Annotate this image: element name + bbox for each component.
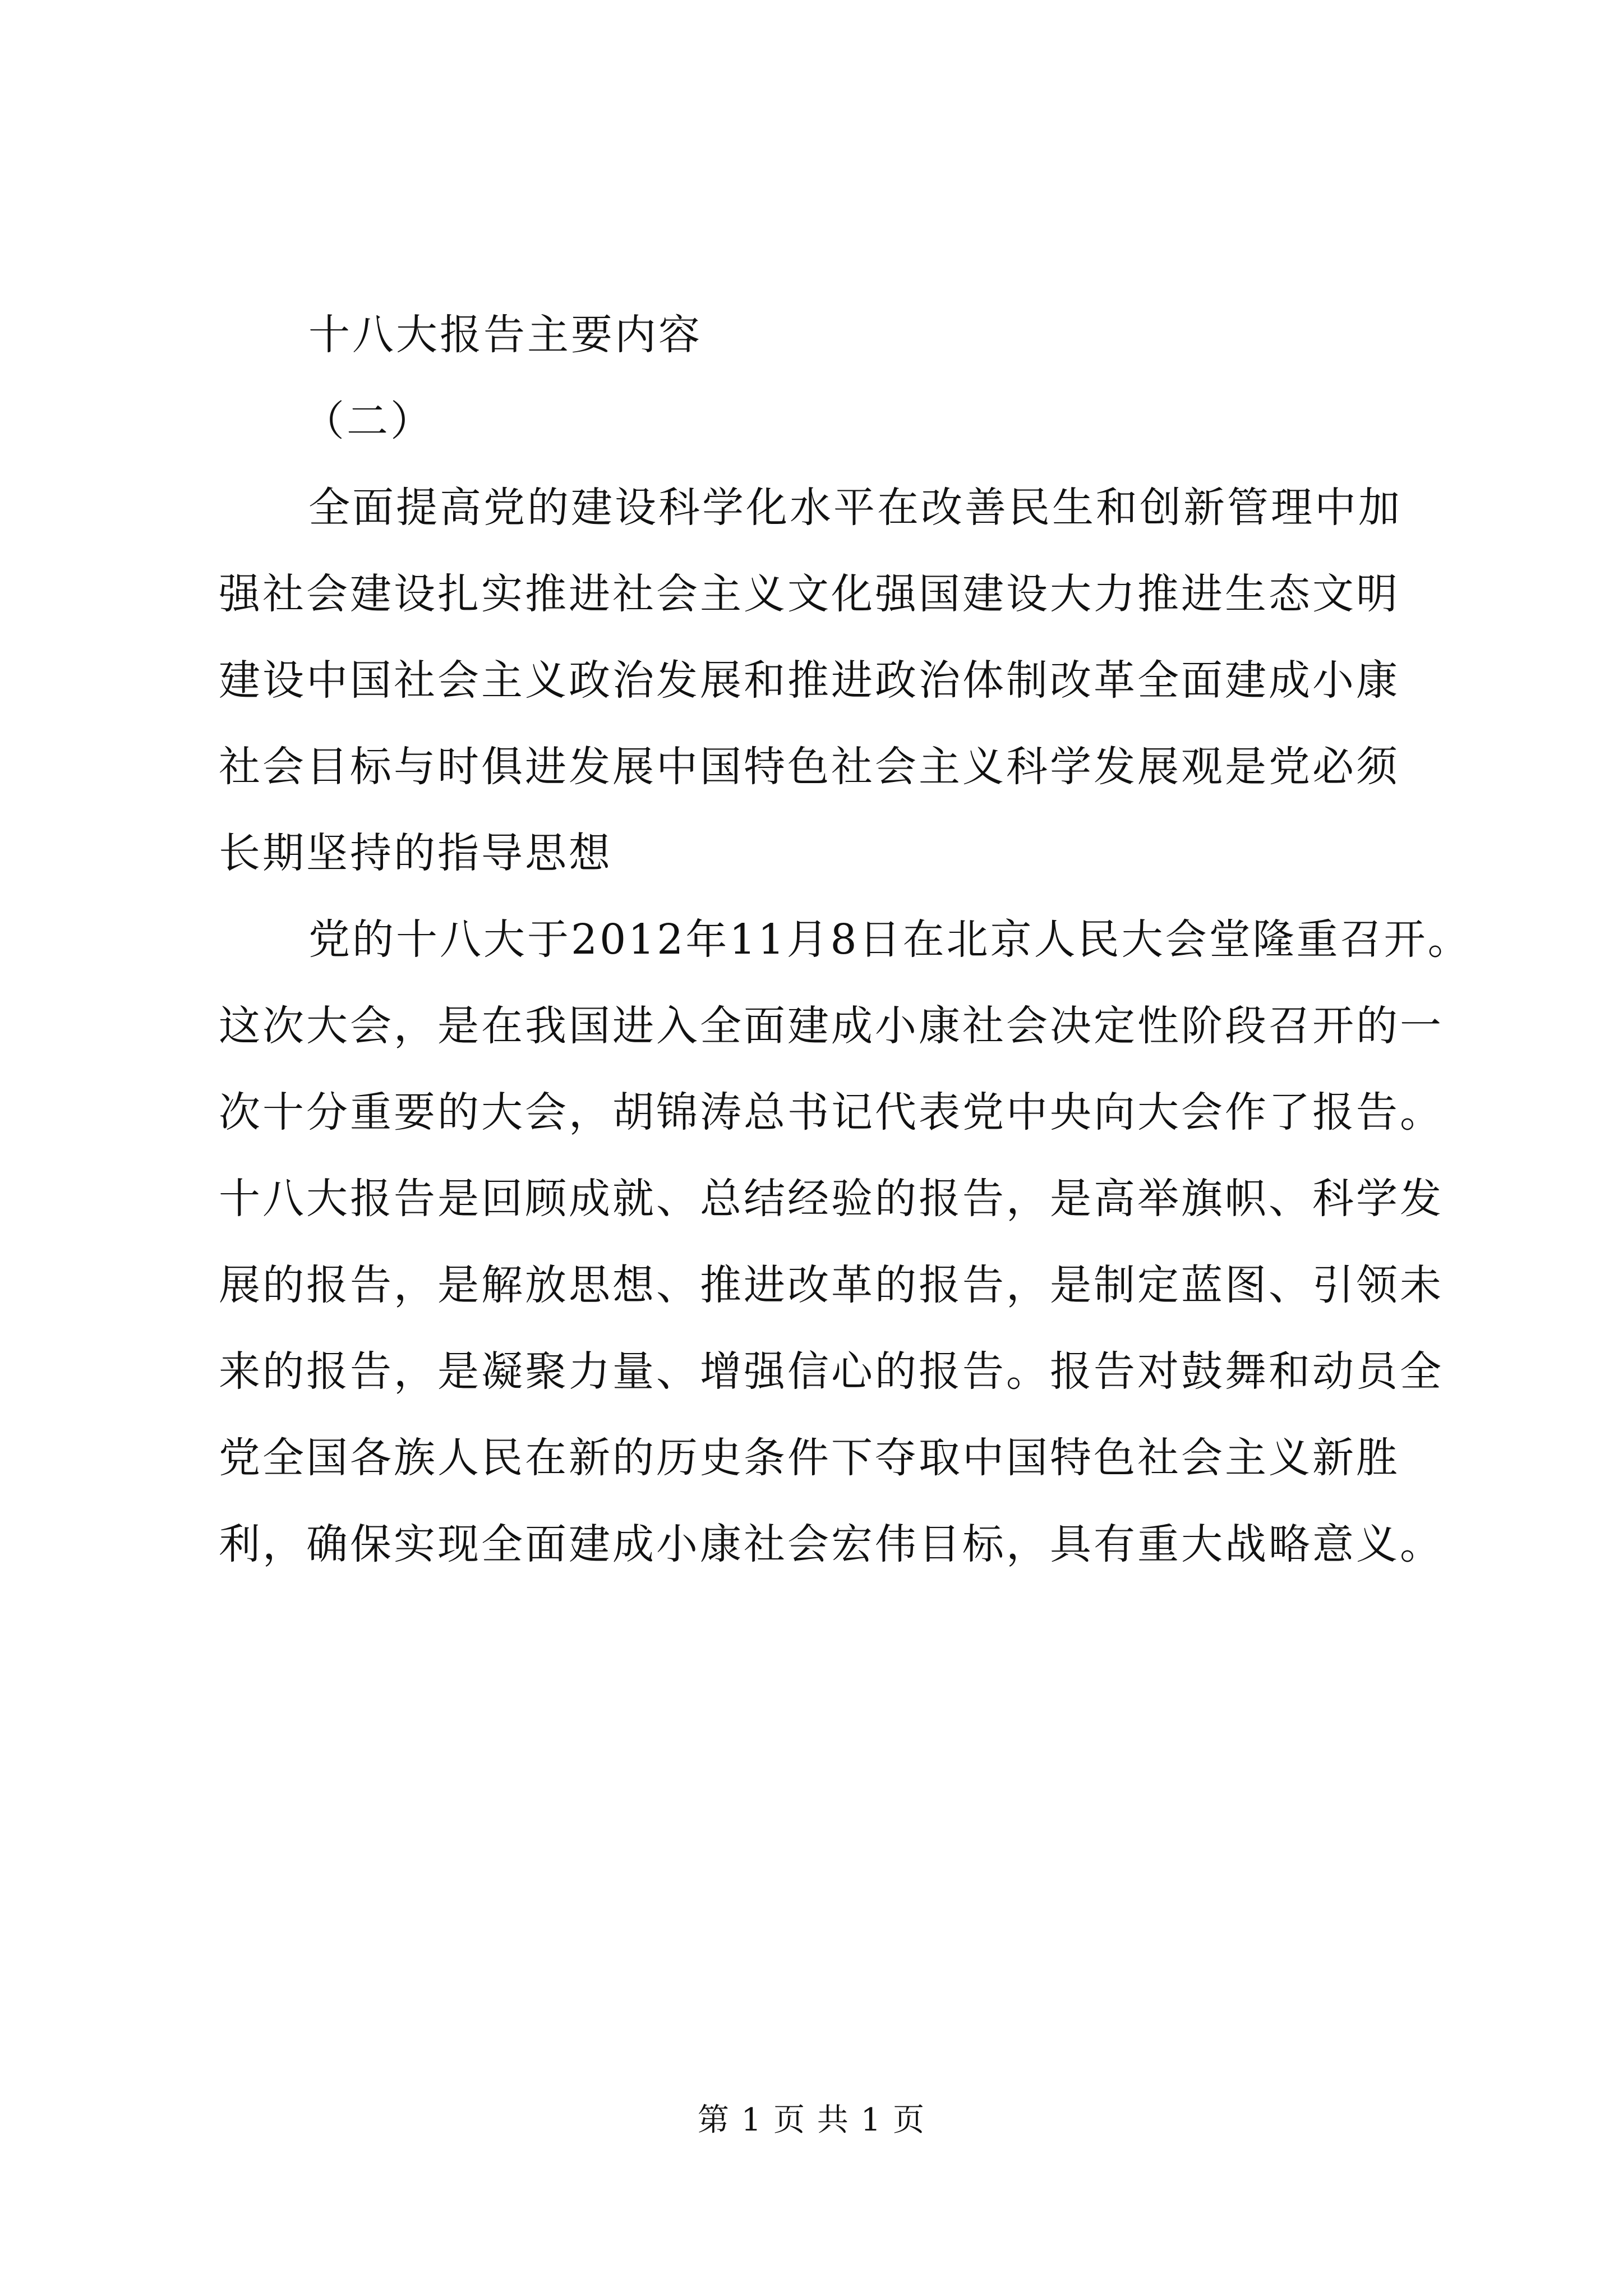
paragraph-line: 党的十八大于2012年11月8日在北京人民大会堂隆重召开。 xyxy=(308,915,1472,964)
paragraph-1 xyxy=(219,464,1424,896)
paragraph-line: 社会目标与时俱进发展中国特色社会主义科学发展观是党必须 xyxy=(219,743,1400,791)
document-subtitle: （二） xyxy=(303,397,434,445)
paragraph-line: 十八大报告是回顾成就、总结经验的报告，是高举旗帜、科学发 xyxy=(219,1175,1444,1223)
paragraph-line: 次十分重要的大会，胡锦涛总书记代表党中央向大会作了报告。 xyxy=(219,1088,1444,1137)
paragraph-line: 全面提高党的建设科学化水平在改善民生和创新管理中加 xyxy=(308,484,1402,532)
paragraph-line: 利，确保实现全面建成小康社会宏伟目标，具有重大战略意义。 xyxy=(219,1520,1444,1568)
document-title: 十八大报告主要内容 xyxy=(308,311,702,359)
paragraph-line: 强社会建设扎实推进社会主义文化强国建设大力推进生态文明 xyxy=(219,570,1400,618)
page-number-footer: 第 1 页 共 1 页 xyxy=(697,2102,926,2138)
paragraph-line: 党全国各族人民在新的历史条件下夺取中国特色社会主义新胜 xyxy=(219,1434,1400,1482)
paragraph-line: 长期坚持的指导思想 xyxy=(219,829,612,877)
paragraph-2 xyxy=(219,896,1472,1588)
paragraph-line: 展的报告，是解放思想、推进改革的报告，是制定蓝图、引领未 xyxy=(219,1261,1444,1309)
paragraph-line: 建设中国社会主义政治发展和推进政治体制改革全面建成小康 xyxy=(219,656,1400,705)
document-body xyxy=(219,292,1472,1588)
paragraph-line: 这次大会，是在我国进入全面建成小康社会决定性阶段召开的一 xyxy=(219,1002,1444,1050)
paragraph-line: 来的报告，是凝聚力量、增强信心的报告。报告对鼓舞和动员全 xyxy=(219,1347,1444,1396)
